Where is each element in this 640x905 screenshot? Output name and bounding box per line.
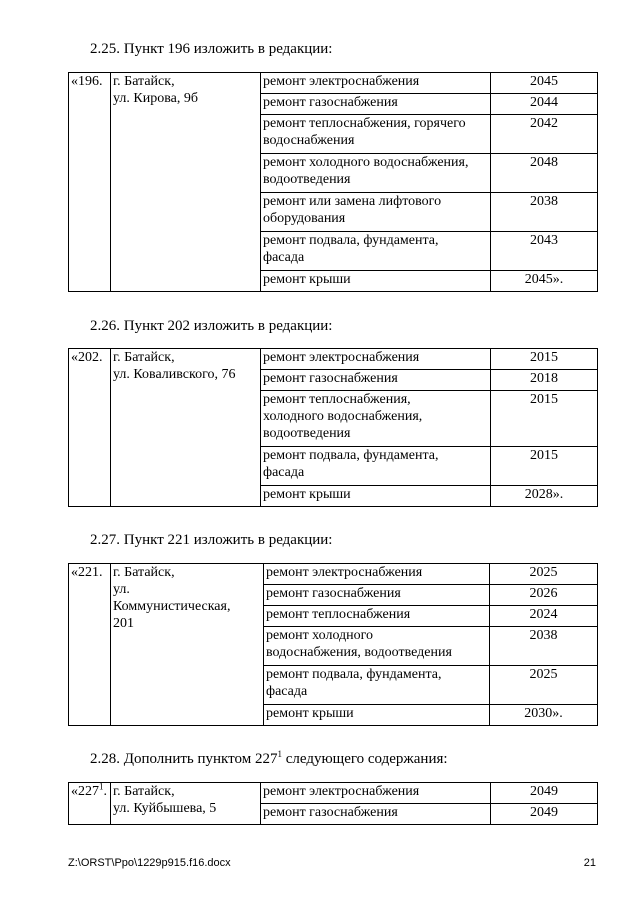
work-line: холодного водоснабжения, (263, 409, 423, 424)
address-line: г. Батайск, (113, 74, 175, 89)
work-cell (261, 391, 491, 447)
year-cell: 2024 (490, 606, 598, 627)
address-line: 201 (113, 616, 134, 631)
work-cell (261, 804, 491, 825)
address-cell (111, 349, 261, 507)
work-cell (261, 447, 491, 486)
year-cell: 2045». (491, 271, 598, 292)
work-line: водоснабжения, водоотведения (266, 645, 452, 660)
work-line: ремонт газоснабжения (263, 95, 398, 110)
work-line: ремонт газоснабжения (263, 805, 398, 820)
work-cell (264, 705, 490, 726)
work-line: ремонт подвала, фундамента, (263, 233, 439, 248)
work-line: фасада (263, 250, 305, 265)
table-row (69, 349, 598, 370)
year-cell: 2048 (491, 154, 598, 193)
heading-2-25: 2.25. Пункт 196 изложить в редакции: (90, 41, 333, 57)
work-line: фасада (263, 465, 305, 480)
work-cell (264, 606, 490, 627)
work-cell (261, 271, 491, 292)
work-cell (261, 232, 491, 271)
item-number-text: «227 (71, 784, 99, 799)
work-line: ремонт теплоснабжения (266, 607, 411, 622)
work-line: ремонт электроснабжения (266, 565, 423, 580)
year-cell: 2042 (491, 115, 598, 154)
year-cell: 2025 (490, 666, 598, 705)
work-line: водоснабжения (263, 133, 355, 148)
year-cell: 2038 (491, 193, 598, 232)
table-item-221 (68, 563, 598, 726)
year-cell: 2015 (491, 391, 598, 447)
heading-text-tail: следующего содержания: (281, 751, 448, 767)
work-line: ремонт теплоснабжения, горячего (263, 116, 466, 131)
item-number-superscript: 1 (99, 781, 104, 792)
work-cell (264, 564, 490, 585)
work-line: ремонт крыши (263, 272, 351, 287)
work-cell (261, 349, 491, 370)
work-cell (261, 486, 491, 507)
work-line: ремонт крыши (266, 706, 354, 721)
work-line: ремонт газоснабжения (266, 586, 401, 601)
address-line: ул. (113, 582, 130, 597)
work-line: фасада (266, 684, 308, 699)
work-line: ремонт подвала, фундамента, (266, 667, 442, 682)
item-number: «221. (69, 564, 111, 726)
work-cell (261, 94, 491, 115)
work-line: ремонт холодного (266, 628, 374, 643)
address-line: ул. Коваливского, 76 (113, 367, 236, 382)
year-cell: 2015 (491, 349, 598, 370)
year-cell: 2038 (490, 627, 598, 666)
item-number (69, 783, 111, 825)
work-line: ремонт электроснабжения (263, 74, 420, 89)
year-cell: 2030». (490, 705, 598, 726)
table-item-196 (68, 72, 598, 292)
year-cell: 2043 (491, 232, 598, 271)
address-line: ул. Кирова, 9б (113, 91, 198, 106)
address-line: г. Батайск, (113, 784, 175, 799)
address-cell (111, 564, 264, 726)
table-item-202 (68, 348, 598, 507)
work-cell (264, 627, 490, 666)
year-cell: 2044 (491, 94, 598, 115)
heading-2-28 (90, 750, 448, 768)
footer-page-number: 21 (583, 857, 596, 869)
address-cell (111, 783, 261, 825)
footer-file-path: Z:\ORST\Ppo\1229p915.f16.docx (68, 857, 231, 869)
item-number-tail: . (103, 784, 107, 799)
address-line: г. Батайск, (113, 565, 175, 580)
work-cell (261, 783, 491, 804)
table-row (69, 564, 598, 585)
year-cell: 2028». (491, 486, 598, 507)
year-cell: 2015 (491, 447, 598, 486)
table-row (69, 783, 598, 804)
heading-2-26: 2.26. Пункт 202 изложить в редакции: (90, 318, 333, 334)
address-line: г. Батайск, (113, 350, 175, 365)
year-cell: 2049 (491, 804, 598, 825)
work-cell (261, 370, 491, 391)
year-cell: 2026 (490, 585, 598, 606)
work-line: ремонт электроснабжения (263, 350, 420, 365)
work-cell (261, 115, 491, 154)
address-line: ул. Куйбышева, 5 (113, 801, 217, 816)
heading-2-27: 2.27. Пункт 221 изложить в редакции: (90, 532, 333, 548)
work-cell (261, 73, 491, 94)
work-line: ремонт газоснабжения (263, 371, 398, 386)
work-line: водоотведения (263, 172, 351, 187)
work-line: ремонт электроснабжения (263, 784, 420, 799)
address-cell (111, 73, 261, 292)
work-line: ремонт или замена лифтового (263, 194, 442, 209)
work-line: ремонт теплоснабжения, (263, 392, 411, 407)
work-cell (264, 585, 490, 606)
item-number: «202. (69, 349, 111, 507)
year-cell: 2025 (490, 564, 598, 585)
item-number: «196. (69, 73, 111, 292)
work-cell (261, 193, 491, 232)
work-cell (261, 154, 491, 193)
heading-text: 2.28. Дополнить пунктом 227 (90, 751, 278, 767)
year-cell: 2018 (491, 370, 598, 391)
work-cell (264, 666, 490, 705)
work-line: ремонт подвала, фундамента, (263, 448, 439, 463)
table-item-227-1 (68, 782, 598, 825)
year-cell: 2049 (491, 783, 598, 804)
heading-superscript: 1 (277, 749, 282, 759)
table-row (69, 73, 598, 94)
work-line: оборудования (263, 211, 346, 226)
year-cell: 2045 (491, 73, 598, 94)
work-line: ремонт холодного водоснабжения, (263, 155, 469, 170)
work-line: водоотведения (263, 426, 351, 441)
address-line: Коммунистическая, (113, 599, 231, 614)
work-line: ремонт крыши (263, 487, 351, 502)
